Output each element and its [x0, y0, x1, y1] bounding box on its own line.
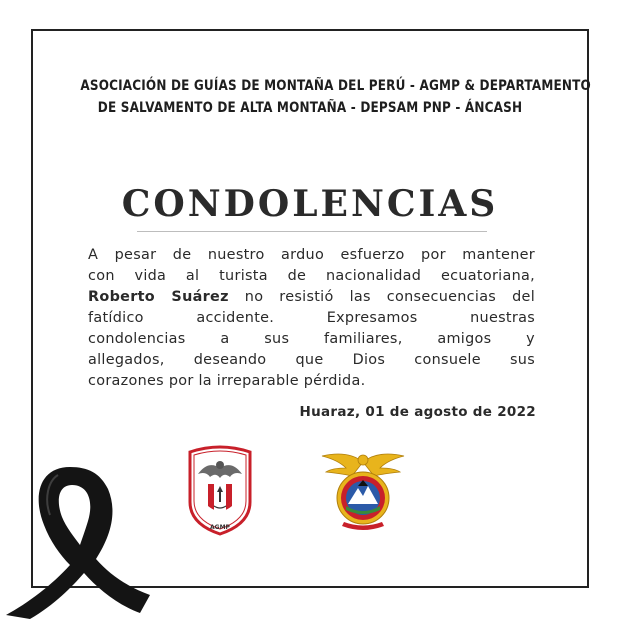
message-line-3 [88, 287, 535, 308]
message-line-6: allegados, deseando que Dios consuele sus [88, 352, 535, 368]
header-line-1: ASOCIACIÓN DE GUÍAS DE MONTAÑA DEL PERÚ - AGMP & DEPARTAMENTO [80, 78, 591, 94]
message-line-1: A pesar de nuestro arduo esfuerzo por mantener [88, 247, 535, 263]
page-title: CONDOLENCIAS [121, 183, 499, 225]
date-line: Huaraz, 01 de agosto de 2022 [299, 404, 536, 420]
depsam-logo [318, 446, 408, 536]
message-line-3-rest: no resistió las consecuencias del [228, 289, 535, 305]
message-line-4: fatídico accidente. Expresamos nuestras [88, 310, 535, 326]
header-line-2: DE SALVAMENTO DE ALTA MONTAÑA - DEPSAM PNP - ÁNCASH [97, 100, 523, 116]
title-divider [137, 231, 487, 232]
message-line-7: corazones por la irreparable pérdida. [88, 373, 366, 389]
organization-header [80, 75, 591, 119]
agmp-logo [184, 444, 256, 536]
agmp-logo-label: AGMP [210, 524, 230, 531]
condolence-message [88, 245, 535, 392]
message-line-2: con vida al turista de nacionalidad ecuatoriana, [88, 268, 535, 284]
mourning-ribbon-icon [0, 455, 150, 620]
message-line-5: condolencias a sus familiares, amigos y [88, 331, 535, 347]
deceased-name: Roberto Suárez [88, 289, 229, 305]
